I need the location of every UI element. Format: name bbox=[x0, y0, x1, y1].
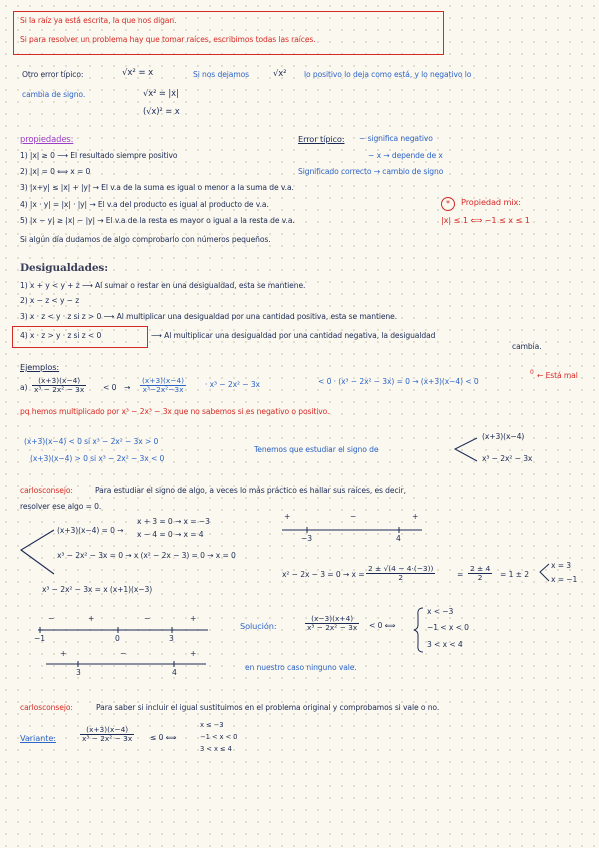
sign-bottom: x³ − 2x² − 3x bbox=[482, 454, 533, 463]
note-line-2: Si para resolver un problema hay que tomar raíces, escribimos todas las raíces. bbox=[20, 35, 316, 44]
brace-icon bbox=[18, 528, 58, 578]
error-tipico-line: − significa negativo bbox=[359, 134, 433, 143]
note-line-1: Si la raíz ya está escrita, la que nos digan. bbox=[20, 16, 177, 25]
tick-label: 3 bbox=[169, 634, 174, 643]
quadratic-result: = 1 ± 2 bbox=[500, 570, 529, 579]
arrow: → bbox=[124, 383, 131, 392]
error-label: Otro error típico: bbox=[22, 70, 84, 79]
desigualdades-heading: Desigualdades: bbox=[20, 262, 109, 274]
abs-identity: √x² = |x| bbox=[143, 88, 179, 98]
consejo-label: carlosconsejo: bbox=[20, 703, 73, 712]
property-item: 1) |x| ≥ 0 ⟶ El resultado siempre positivo bbox=[20, 151, 178, 160]
case-line: (x+3)(x−4) > 0 si x³ − 2x² − 3x < 0 bbox=[30, 454, 165, 463]
error-tipico-line: Significado correcto → cambio de signo bbox=[298, 167, 444, 176]
square-identity: (√x)² = x bbox=[143, 106, 180, 116]
root-line: (x+3)(x−4) = 0 → bbox=[57, 526, 124, 535]
fraction bbox=[366, 565, 435, 582]
desigualdad-item: 1) x + y < y + z ⟶ Al sumar o restar en una desigualdad, esta se mantiene. bbox=[20, 281, 306, 290]
fraction bbox=[80, 726, 134, 743]
relation: < 0 ⟺ bbox=[369, 621, 396, 630]
sign-label: + bbox=[60, 649, 67, 658]
case-line: (x+3)(x−4) < 0 si x³ − 2x² − 3x > 0 bbox=[24, 437, 159, 446]
solucion-label: Solución: bbox=[240, 621, 277, 631]
case-value: 3 < x ≤ 4 bbox=[200, 745, 232, 753]
fraction bbox=[140, 377, 186, 394]
case-value: −1 < x < 0 bbox=[427, 623, 469, 632]
sign-label: + bbox=[284, 512, 291, 521]
fraction-num: 2 ± √(4 − 4·(−3)) bbox=[368, 564, 434, 573]
tick-label: −3 bbox=[301, 534, 312, 543]
ejemplos-heading: Ejemplos: bbox=[20, 362, 60, 372]
consejo-text: resolver ese algo = 0. bbox=[20, 502, 102, 511]
relation: < 0 bbox=[103, 383, 117, 392]
fraction bbox=[305, 615, 359, 632]
desigualdad-item: 2) x − z < y − z bbox=[20, 296, 80, 305]
propiedad-mix-label: Propiedad mix: bbox=[461, 197, 521, 207]
multiplier: · x³ − 2x² − 3x bbox=[205, 380, 260, 389]
wrong-note: ← Está mal bbox=[537, 371, 578, 380]
root-line: x³ − 2x² − 3x = 0 → x (x² − 2x − 3) = 0 → x = 0 bbox=[57, 551, 236, 560]
fraction-den: x³ − 2x² − 3x bbox=[82, 734, 133, 744]
fraction-num: (x+3)(x−4) bbox=[80, 726, 134, 735]
zero-note: 0 bbox=[530, 369, 534, 376]
root-value: x = −1 bbox=[551, 575, 578, 584]
fraction-num: (x−3)(x+4) bbox=[305, 615, 359, 624]
brace-icon bbox=[414, 607, 424, 653]
propiedades-heading: propiedades: bbox=[20, 134, 74, 144]
sqrt-formula: √x² = x bbox=[122, 68, 154, 78]
propiedad-mix-expr: |x| ≤ 1 ⟺ −1 ≤ x ≤ 1 bbox=[441, 215, 530, 225]
desigualdad-item: 3) x · z < y · z si z > 0 ⟶ Al multiplicar una desigualdad por una cantidad positiva, esta se mantiene. bbox=[20, 312, 398, 321]
brace-icon bbox=[451, 436, 481, 464]
fraction-num: (x+3)(x−4) bbox=[142, 376, 185, 385]
fraction-num: 2 ± 4 bbox=[470, 564, 491, 573]
desigualdad-item: 4) x · z > y · z si z < 0 bbox=[20, 331, 102, 340]
variante-label: Variante: bbox=[20, 733, 56, 743]
axis-line bbox=[282, 527, 422, 533]
sqrt-term: √x² bbox=[273, 68, 287, 78]
fraction-den: 2 bbox=[398, 573, 404, 583]
fraction-den: x³ − 2x² − 3x bbox=[34, 385, 85, 395]
fraction-den: x³ − 2x² − 3x bbox=[307, 623, 358, 633]
sign-label: − bbox=[350, 512, 357, 521]
consejo-label: carlosconsejo: bbox=[20, 486, 73, 495]
tick-label: −1 bbox=[34, 634, 45, 643]
error-tipico-line: − x → depende de x bbox=[368, 151, 443, 160]
error-text-a: Si nos dejamos bbox=[193, 70, 250, 79]
quadratic: x² − 2x − 3 = 0 → x = bbox=[282, 570, 365, 579]
sign-label: + bbox=[190, 614, 197, 623]
property-item: 5) |x − y| ≥ |x| − |y| → El v.a de la resta es mayor o igual a la resta de v.a. bbox=[20, 216, 295, 225]
root-value: x = 3 bbox=[551, 561, 572, 570]
factorization: x³ − 2x² − 3x = x (x+1)(x−3) bbox=[42, 585, 153, 594]
fraction-num: (x+3)(x−4) bbox=[32, 377, 86, 386]
consejo-text: Para estudiar el signo de algo, a veces lo más práctico es hallar sus raíces, es decir, bbox=[95, 486, 406, 495]
equals: = bbox=[457, 570, 464, 579]
work-line: < 0 · (x³ − 2x² − 3x) = 0 → (x+3)(x−4) < 0 bbox=[318, 377, 479, 386]
tick-label: 4 bbox=[396, 534, 401, 543]
solucion-note: en nuestro caso ninguno vale. bbox=[245, 663, 357, 672]
case-value: x ≤ −3 bbox=[200, 721, 224, 729]
consejo-text: Para saber si incluir el igual sustituimos en el problema original y comprobamos si vale o no. bbox=[96, 703, 440, 712]
root-line: x + 3 = 0 → x = −3 bbox=[137, 517, 210, 526]
desigualdad-item-end: cambia. bbox=[512, 342, 542, 351]
example-label: a) bbox=[20, 383, 28, 392]
property-item: 3) |x+y| ≤ |x| + |y| → El v.a de la suma es igual o menor a la suma de v.a. bbox=[20, 183, 294, 192]
error-tipico-heading: Error típico: bbox=[298, 134, 345, 144]
error-text-c: cambia de signo. bbox=[22, 90, 86, 99]
relation: ≤ 0 ⟺ bbox=[150, 733, 177, 742]
case-value: 3 < x < 4 bbox=[427, 640, 463, 649]
tick-label: 3 bbox=[76, 668, 81, 677]
error-text-b: lo positivo lo deja como está, y lo negativo lo bbox=[304, 70, 472, 79]
fraction-den: x³−2x²−3x bbox=[142, 385, 184, 395]
fraction-den: 2 bbox=[477, 573, 483, 583]
case-value: −1 < x < 0 bbox=[200, 733, 238, 741]
star-circle: * bbox=[441, 197, 455, 211]
sign-label: − bbox=[48, 614, 55, 623]
sign-label: + bbox=[412, 512, 419, 521]
study-text: Tenemos que estudiar el signo de bbox=[254, 445, 379, 454]
propiedades-footer: Si algún día dudamos de algo comprobarlo con números pequeños. bbox=[20, 235, 271, 244]
axis-line bbox=[38, 627, 208, 633]
sign-label: + bbox=[88, 614, 95, 623]
sign-label: − bbox=[144, 614, 151, 623]
property-item: 4) |x · y| = |x| · |y| → El v.a del producto es igual al producto de v.a. bbox=[20, 200, 269, 209]
root-line: x − 4 = 0 → x = 4 bbox=[137, 530, 204, 539]
brace-icon bbox=[537, 563, 551, 583]
sign-top: (x+3)(x−4) bbox=[482, 432, 525, 441]
warning-line: pq hemos multiplicado por x³ − 2x³ − 3x que no sabemos si es negativo o positivo. bbox=[20, 407, 330, 416]
desigualdad-item-rest: ⟶ Al multiplicar una desigualdad por una cantidad negativa, la desigualdad bbox=[151, 331, 436, 340]
fraction bbox=[468, 565, 492, 582]
case-value: x < −3 bbox=[427, 607, 454, 616]
axis-line bbox=[46, 661, 206, 667]
fraction bbox=[32, 377, 86, 394]
sign-label: − bbox=[120, 649, 127, 658]
sign-label: + bbox=[190, 649, 197, 658]
tick-label: 0 bbox=[115, 634, 120, 643]
property-item: 2) |x| = 0 ⟺ x = 0 bbox=[20, 167, 91, 176]
tick-label: 4 bbox=[172, 668, 177, 677]
